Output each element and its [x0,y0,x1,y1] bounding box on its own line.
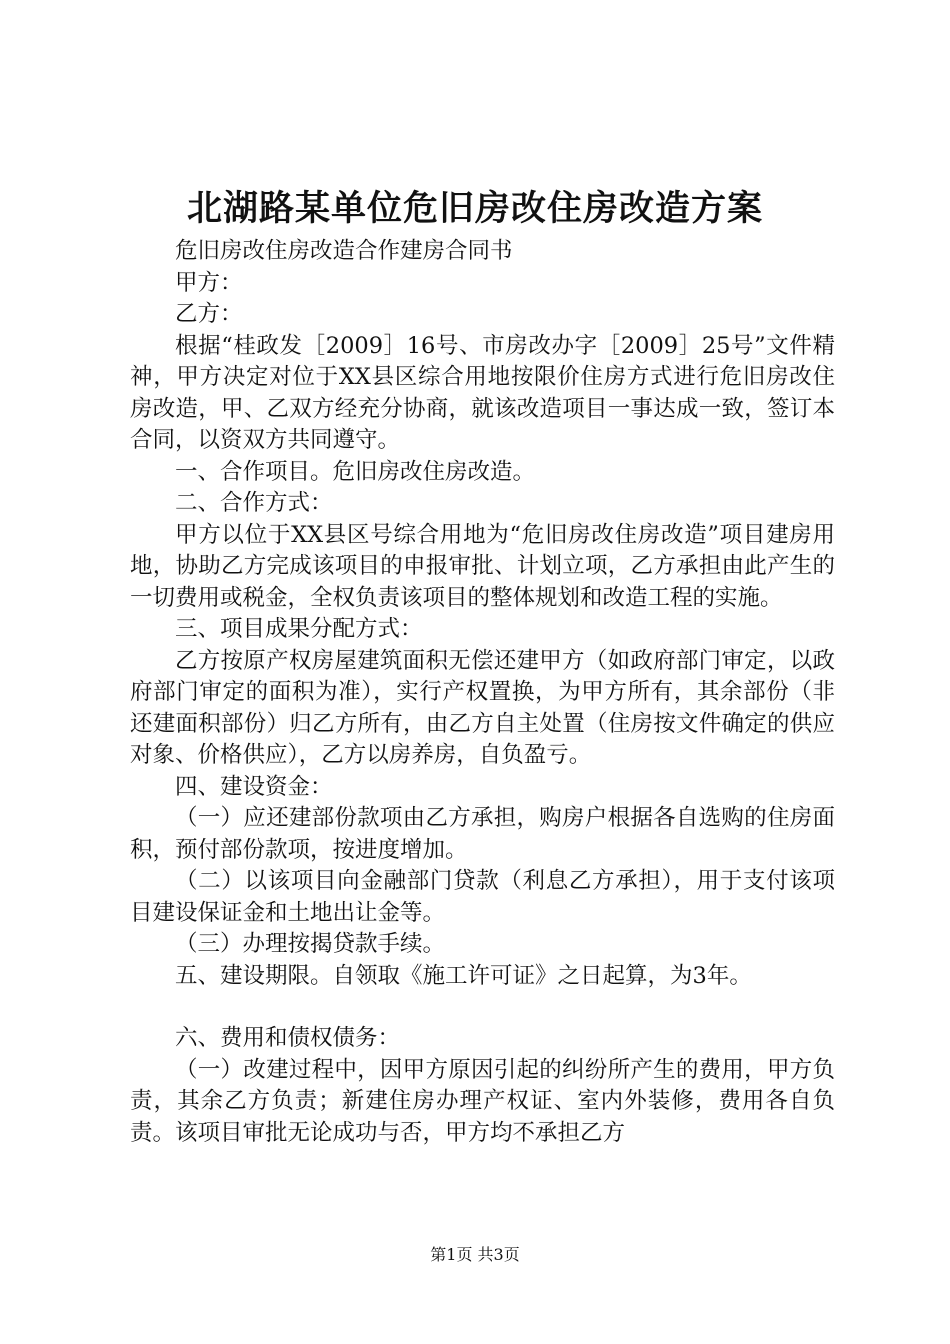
paragraph-section-6-heading: 六、费用和债权债务： [175,1025,401,1051]
paragraph-section-2-heading: 二、合作方式： [175,490,333,516]
paragraph-section-1: 一、合作项目。危旧房改住房改造。 [175,458,536,485]
paragraph-section-2-body: 甲方以位于XX县区号综合用地为“危旧房改住房改造”项目建房用地，协助乙方完成该项目的申报审批、计划立项，乙方承担由此产生的一切费用或税金，全权负责该项目的整体规划和改造工程的实施。 [130,521,835,611]
paragraph-basis: 根据“桂政发［2009］16号、市房改办字［2009］25号”文件精神，甲方决定对位于XX县区综合用地按限价住房方式进行危旧房改住房改造，甲、乙双方经充分协商，就该改造项目一事达成一致，签订本合同，以资双方共同遵守。 [130,332,835,453]
document-title: 北湖路某单位危旧房改住房改造方案 [186,188,763,229]
paragraph-section-4-item-2: （二）以该项目向金融部门贷款（利息乙方承担），用于支付该项目建设保证金和土地出让金等。 [130,868,835,926]
paragraph-section-4-heading: 四、建设资金： [175,773,333,800]
paragraph-section-4-item-3: （三）办理按揭贷款手续。 [175,931,446,957]
paragraph-contract-heading: 危旧房改住房改造合作建房合同书 [175,238,513,264]
paragraph-party-a: 甲方： [175,269,243,296]
paragraph-section-3-heading: 三、项目成果分配方式： [175,616,423,642]
paragraph-party-b: 乙方： [175,301,243,327]
paragraph-section-4-item-1: （一）应还建部份款项由乙方承担，购房户根据各自选购的住房面积，预付部份款项，按进度增加。 [130,805,835,863]
page-footer: 第1页 共3页 [430,1245,520,1264]
paragraph-section-6-item-1: （一）改建过程中，因甲方原因引起的纠纷所产生的费用，甲方负责，其余乙方负责；新建住房办理产权证、室内外装修，费用各自负责。该项目审批无论成功与否，甲方均不承担乙方 [130,1056,835,1146]
paragraph-section-3-body: 乙方按原产权房屋建筑面积无偿还建甲方（如政府部门审定，以政府部门审定的面积为准），实行产权置换，为甲方所有，其余部份（非还建面积部份）归乙方所有，由乙方自主处置（住房按文件确定的供应对象、价格供应），乙方以房养房，自负盈亏。 [130,647,835,768]
document-body [130,236,835,1149]
paragraph-section-5: 五、建设期限。自领取《施工许可证》之日起算，为3年。 [175,962,752,989]
